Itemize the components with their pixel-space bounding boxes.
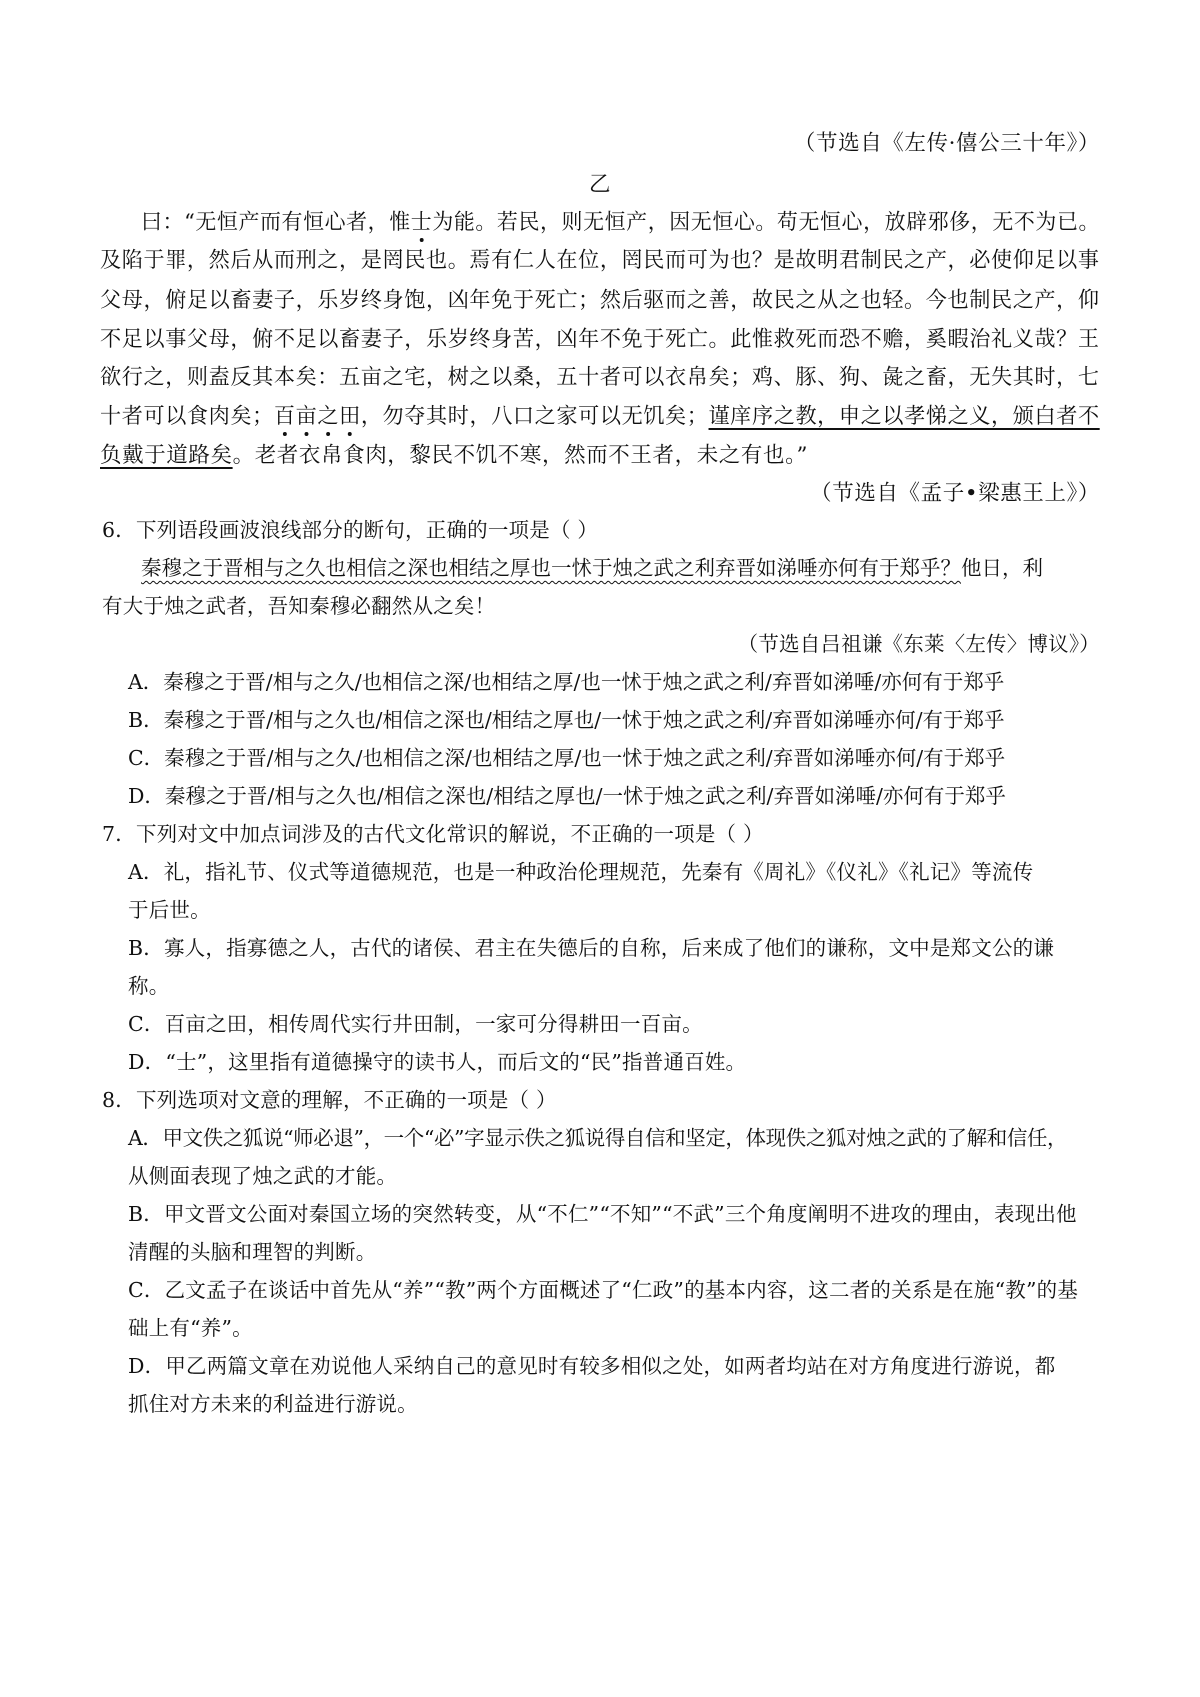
q6-option-d: D．秦穆之于晋/相与之久也/相信之深也/相结之厚也/一怵于烛之武之利/弃晋如涕唾/亦何有于郑乎	[128, 784, 1006, 808]
q8-option-b-line-1: B．甲文晋文公面对秦国立场的突然转变，从“不仁”“不知”“不武”三个角度阐明不进攻的理由，表现出他	[128, 1202, 1077, 1226]
dotted-char-tian: 田	[339, 404, 361, 429]
q6-source: （节选自吕祖谦《东莱〈左传〉博议》）	[737, 632, 1100, 656]
underlined-sentence: 负戴于道路矣	[100, 443, 233, 468]
passage-b-text: 曰：“无恒产而有恒心者，惟	[141, 210, 411, 235]
q6-passage-line-1	[141, 551, 1043, 581]
q7-stem: 7．下列对文中加点词涉及的古代文化常识的解说，不正确的一项是（ ）	[102, 822, 764, 846]
passage-b-title: 乙	[588, 172, 612, 197]
passage-b-text: 为能。若民，则无恒产，因无恒心。苟无恒心，放辟邪侈，无不为已。	[432, 210, 1101, 235]
passage-b-line-6	[100, 399, 1100, 430]
q7-option-d: D．“士”，这里指有道德操守的读书人，而后文的“民”指普通百姓。	[128, 1050, 747, 1074]
passage-b-line-5: 欲行之，则盍反其本矣：五亩之宅，树之以桑，五十者可以衣帛矣；鸡、豚、狗、彘之畜，无失其时，七	[100, 365, 1100, 390]
dotted-char-zhi: 之	[317, 404, 340, 429]
q6-passage-line-2: 有大于烛之武者，吾知秦穆必翻然从之矣！	[102, 594, 496, 618]
q8-option-d-line-2: 抓住对方未来的利益进行游说。	[128, 1392, 418, 1416]
passage-b-text: 十者可以食肉矣；	[100, 404, 274, 429]
passage-b-line-2: 及陷于罪，然后从而刑之，是罔民也。焉有仁人在位，罔民而可为也？是故明君制民之产，必使仰足以事	[100, 248, 1100, 273]
passage-b-source: （节选自《孟子•梁惠王上》）	[810, 481, 1100, 506]
passage-b-line-3: 父母，俯足以畜妻子，乐岁终身饱，凶年免于死亡；然后驱而之善，故民之从之也轻。今也制民之产，仰	[100, 288, 1100, 313]
q8-option-a-line-1: A．甲文佚之狐说“师必退”，一个“必”字显示佚之狐说得自信和坚定，体现佚之狐对烛之武的了解和信任，	[128, 1126, 1068, 1150]
q8-option-b-line-2: 清醒的头脑和理智的判断。	[128, 1240, 377, 1264]
passage-b-line-4: 不足以事父母，俯不足以畜妻子，乐岁终身苦，凶年不免于死亡。此惟救死而恐不赡，奚暇治礼义哉？王	[100, 327, 1100, 352]
q8-option-c-line-1: C．乙文孟子在谈话中首先从“养”“教”两个方面概述了“仁政”的基本内容，这二者的关系是在施“教”的基	[128, 1278, 1079, 1302]
q6-option-b: B．秦穆之于晋/相与之久也/相信之深也/相结之厚也/一怵于烛之武之利/弃晋如涕唾亦何/有于郑乎	[128, 708, 1005, 732]
q8-option-c-line-2: 础上有“养”。	[128, 1316, 253, 1340]
wavy-underlined-text: 秦穆之于晋相与之久也相信之深也相结之厚也一怵于烛之武之利弃晋如涕唾亦何有于郑乎？	[141, 556, 961, 580]
q8-stem: 8．下列选项对文意的理解，不正确的一项是（ ）	[102, 1088, 557, 1112]
dotted-char-mu: 亩	[295, 404, 318, 429]
passage-b-text: 。老者衣帛食肉，黎民不饥不寒，然而不王者，未之有也。”	[232, 443, 809, 468]
q7-option-b-line-1: B．寡人，指寡德之人，古代的诸侯、君主在失德后的自称，后来成了他们的谦称，文中是郑文公的谦	[128, 936, 1055, 960]
q7-option-a-line-1: A．礼，指礼节、仪式等道德规范，也是一种政治伦理规范，先秦有《周礼》《仪礼》《礼记》等流传	[128, 860, 1034, 884]
q8-option-d-line-1: D．甲乙两篇文章在劝说他人采纳自己的意见时有较多相似之处，如两者均站在对方角度进行游说，都	[128, 1354, 1056, 1378]
passage-a-source: （节选自《左传·僖公三十年》）	[793, 131, 1100, 156]
q6-option-c: C．秦穆之于晋/相与之久/也相信之深/也相结之厚/也一怵于烛之武之利/弃晋如涕唾亦何/有于郑乎	[128, 746, 1006, 770]
dotted-char-bai: 百	[273, 404, 296, 429]
dotted-word-shi: 士	[410, 210, 433, 235]
q7-option-c: C．百亩之田，相传周代实行井田制，一家可分得耕田一百亩。	[128, 1012, 703, 1036]
q6-stem: 6．下列语段画波浪线部分的断句，正确的一项是（ ）	[102, 518, 599, 542]
q6-passage-text: 他日，利	[961, 556, 1043, 580]
q7-option-a-line-2: 于后世。	[128, 898, 211, 922]
underlined-sentence: 谨庠序之教，申之以孝悌之义，颁白者不	[708, 404, 1100, 429]
q8-option-a-line-2: 从侧面表现了烛之武的才能。	[128, 1164, 398, 1188]
passage-b-line-7	[100, 438, 808, 469]
q6-option-a: A．秦穆之于晋/相与之久/也相信之深/也相结之厚/也一怵于烛之武之利/弃晋如涕唾/亦何有于郑乎	[128, 670, 1005, 694]
passage-b-line-1	[141, 205, 1100, 236]
passage-b-text: ，勿夺其时，八口之家可以无饥矣；	[360, 404, 709, 429]
q7-option-b-line-2: 称。	[128, 974, 170, 998]
